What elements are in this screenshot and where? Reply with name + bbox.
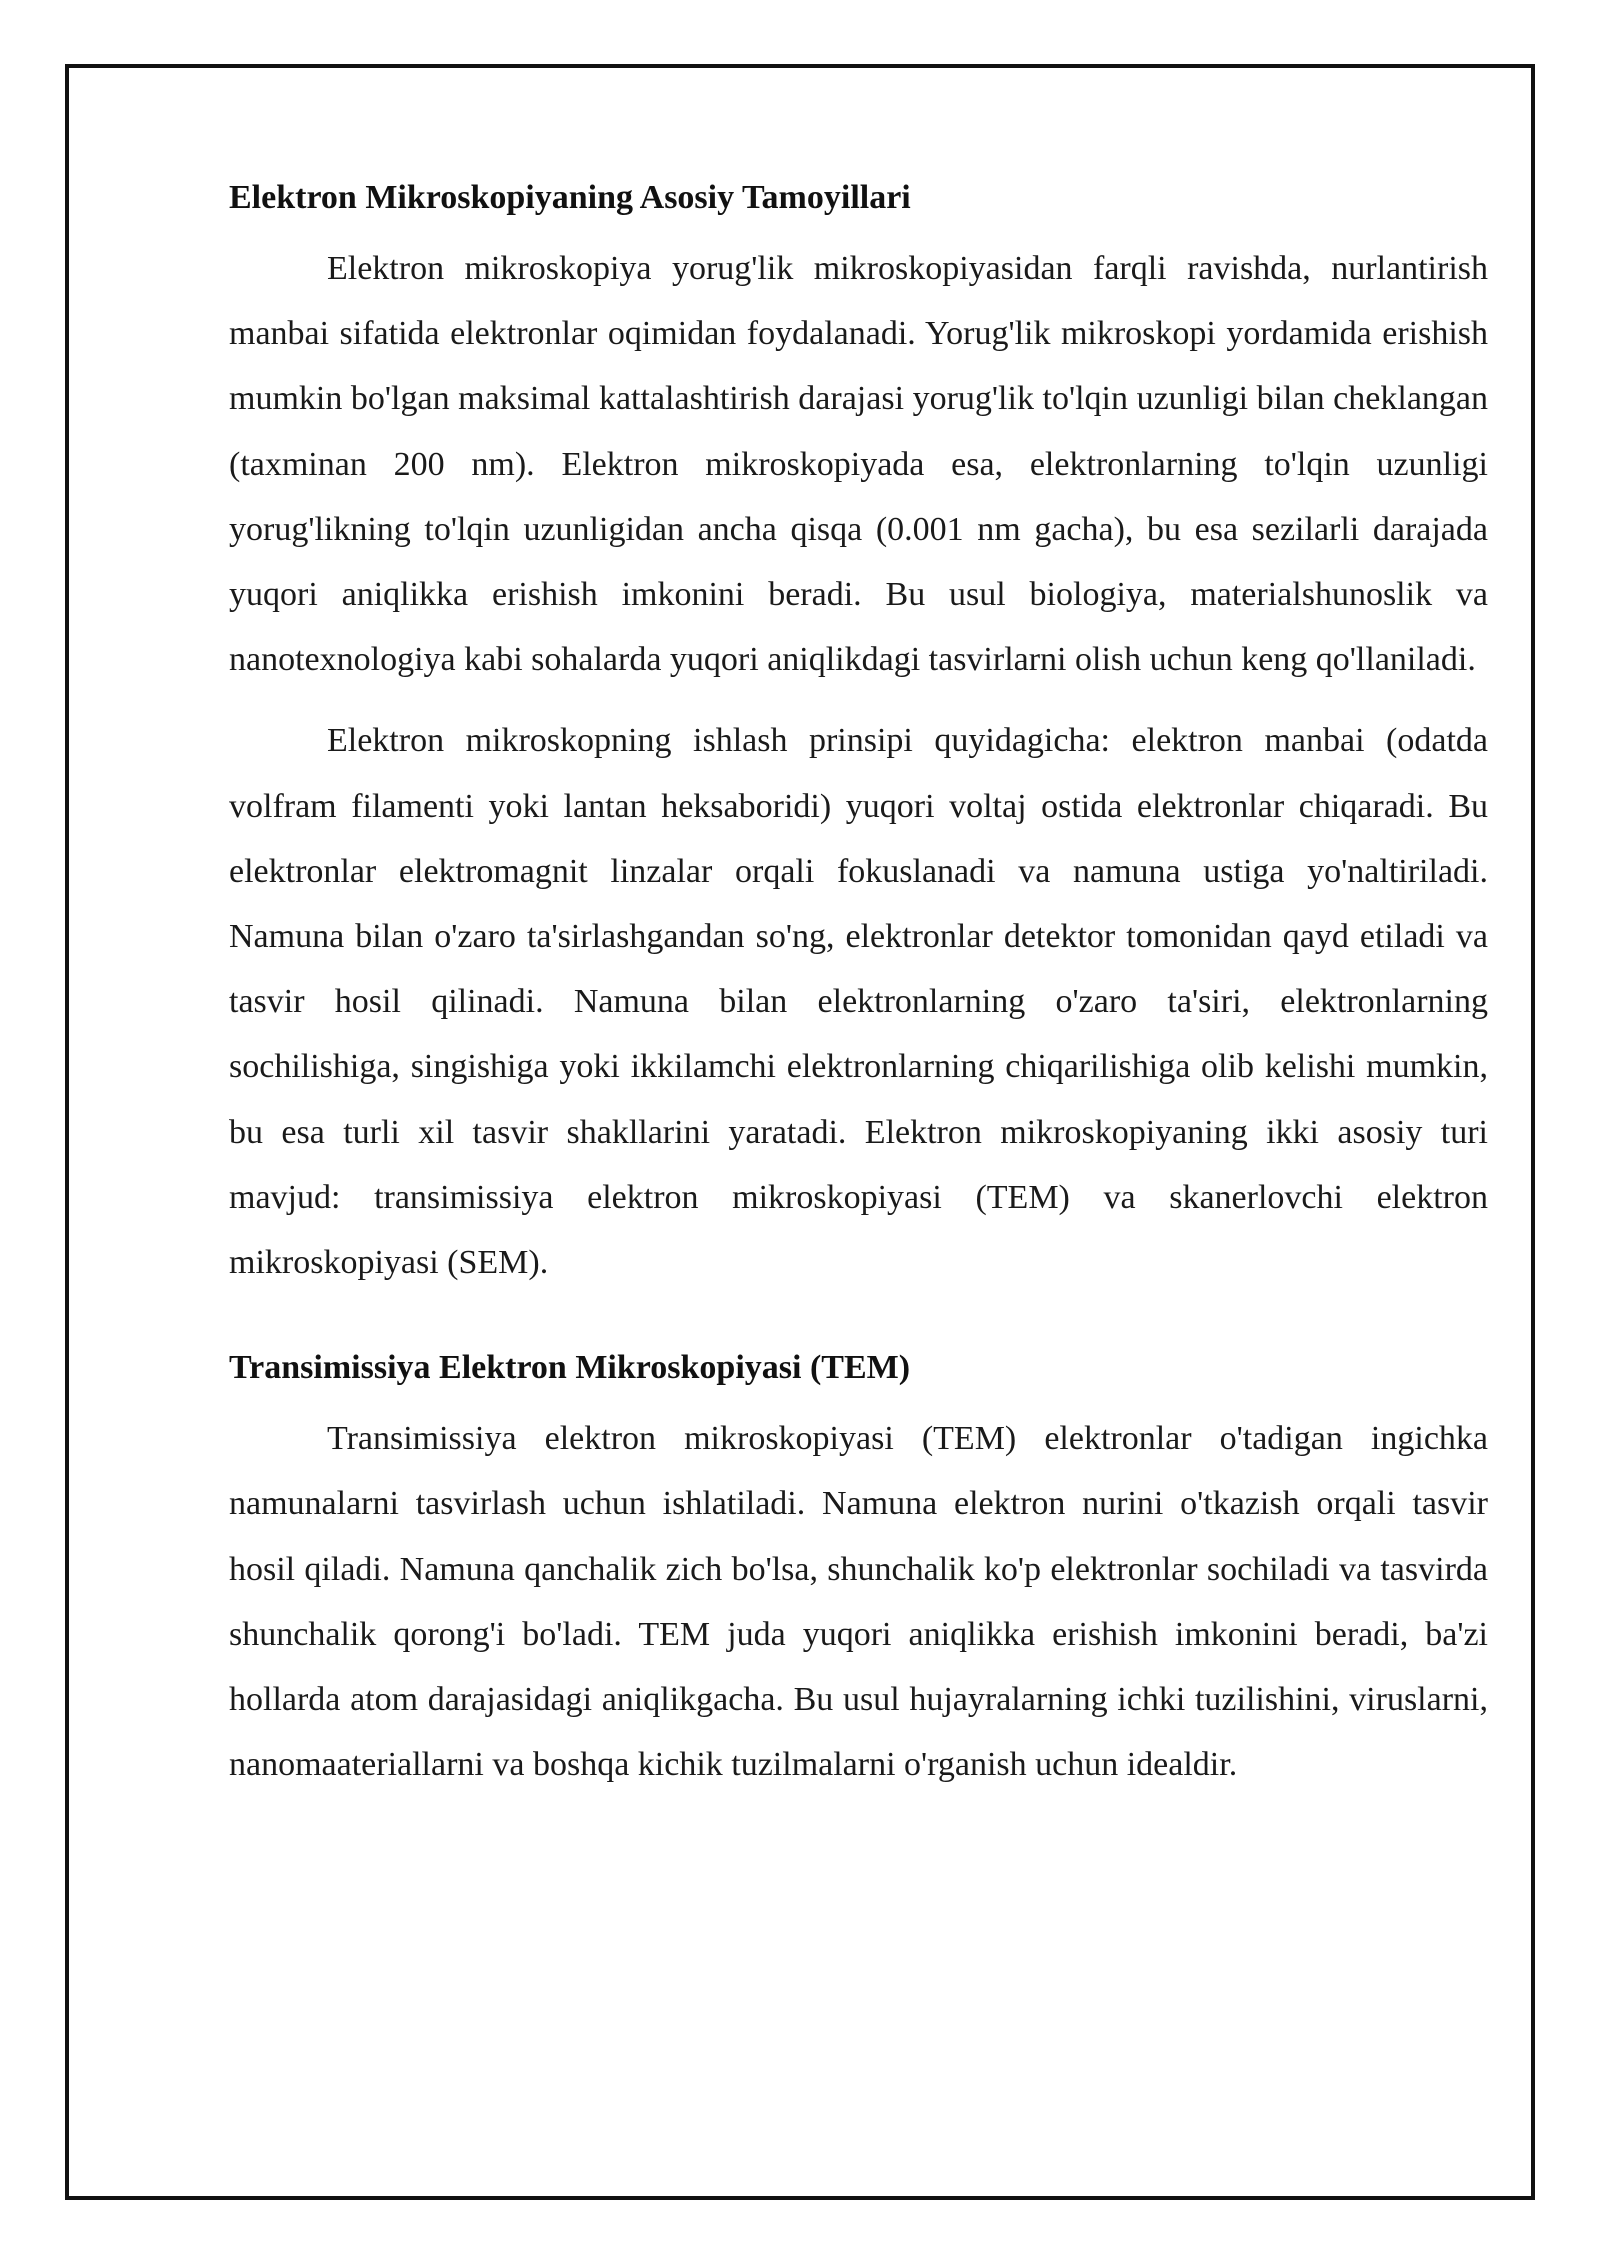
document-body xyxy=(229,170,1488,1797)
paragraph-principles-intro: Elektron mikroskopiya yorug'lik mikroskopiyasidan farqli ravishda, nurlantirish manbai sifatida elektronlar oqimidan foydalanadi. Yorug'lik mikroskopi yordamida erishish mumkin bo'lgan maksimal kattalashtirish darajasi yorug'lik to'lqin uzunligi bilan cheklangan (taxminan 200 nm). Elektron mikroskopiyada esa, elektronlarning to'lqin uzunligi yorug'likning to'lqin uzunligidan ancha qisqa (0.001 nm gacha), bu esa sezilarli darajada yuqori aniqlikka erishish imkonini beradi. Bu usul biologiya, materialshunoslik va nanotexnologiya kabi sohalarda yuqori aniqlikdagi tasvirlarni olish uchun keng qo'llaniladi. xyxy=(229,250,1488,679)
section-heading-tem: Transimissiya Elektron Mikroskopiyasi (TEM) xyxy=(229,1349,911,1387)
paragraph-tem-description: Transimissiya elektron mikroskopiyasi (TEM) elektronlar o'tadigan ingichka namunalarni tasvirlash uchun ishlatiladi. Namuna elektron nurini o'tkazish orqali tasvir hosil qiladi. Namuna qanchalik zich bo'lsa, shunchalik ko'p elektronlar sochiladi va tasvirda shunchalik qorong'i bo'ladi. TEM juda yuqori aniqlikka erishish imkonini beradi, ba'zi hollarda atom darajasidagi aniqlikgacha. Bu usul hujayralarning ichki tuzilishini, viruslarni, nanomaateriallarni va boshqa kichik tuzilmalarni o'rganish uchun idealdir. xyxy=(229,1420,1488,1784)
section-heading-principles: Elektron Mikroskopiyaning Asosiy Tamoyillari xyxy=(229,179,911,216)
paragraph-working-principle: Elektron mikroskopning ishlash prinsipi quyidagicha: elektron manbai (odatda volfram filamenti yoki lantan heksaboridi) yuqori voltaj ostida elektronlar chiqaradi. Bu elektronlar elektromagnit linzalar orqali fokuslanadi va namuna ustiga yo'naltiriladi. Namuna bilan o'zaro ta'sirlashgandan so'ng, elektronlar detektor tomonidan qayd etiladi va tasvir hosil qilinadi. Namuna bilan elektronlarning o'zaro ta'siri, elektronlarning sochilishiga, singishiga yoki ikkilamchi elektronlarning chiqarilishiga olib kelishi mumkin, bu esa turli xil tasvir shakllarini yaratadi. Elektron mikroskopiyaning ikki asosiy turi mavjud: transimissiya elektron mikroskopiyasi (TEM) va skanerlovchi elektron mikroskopiyasi (SEM). xyxy=(229,722,1488,1282)
